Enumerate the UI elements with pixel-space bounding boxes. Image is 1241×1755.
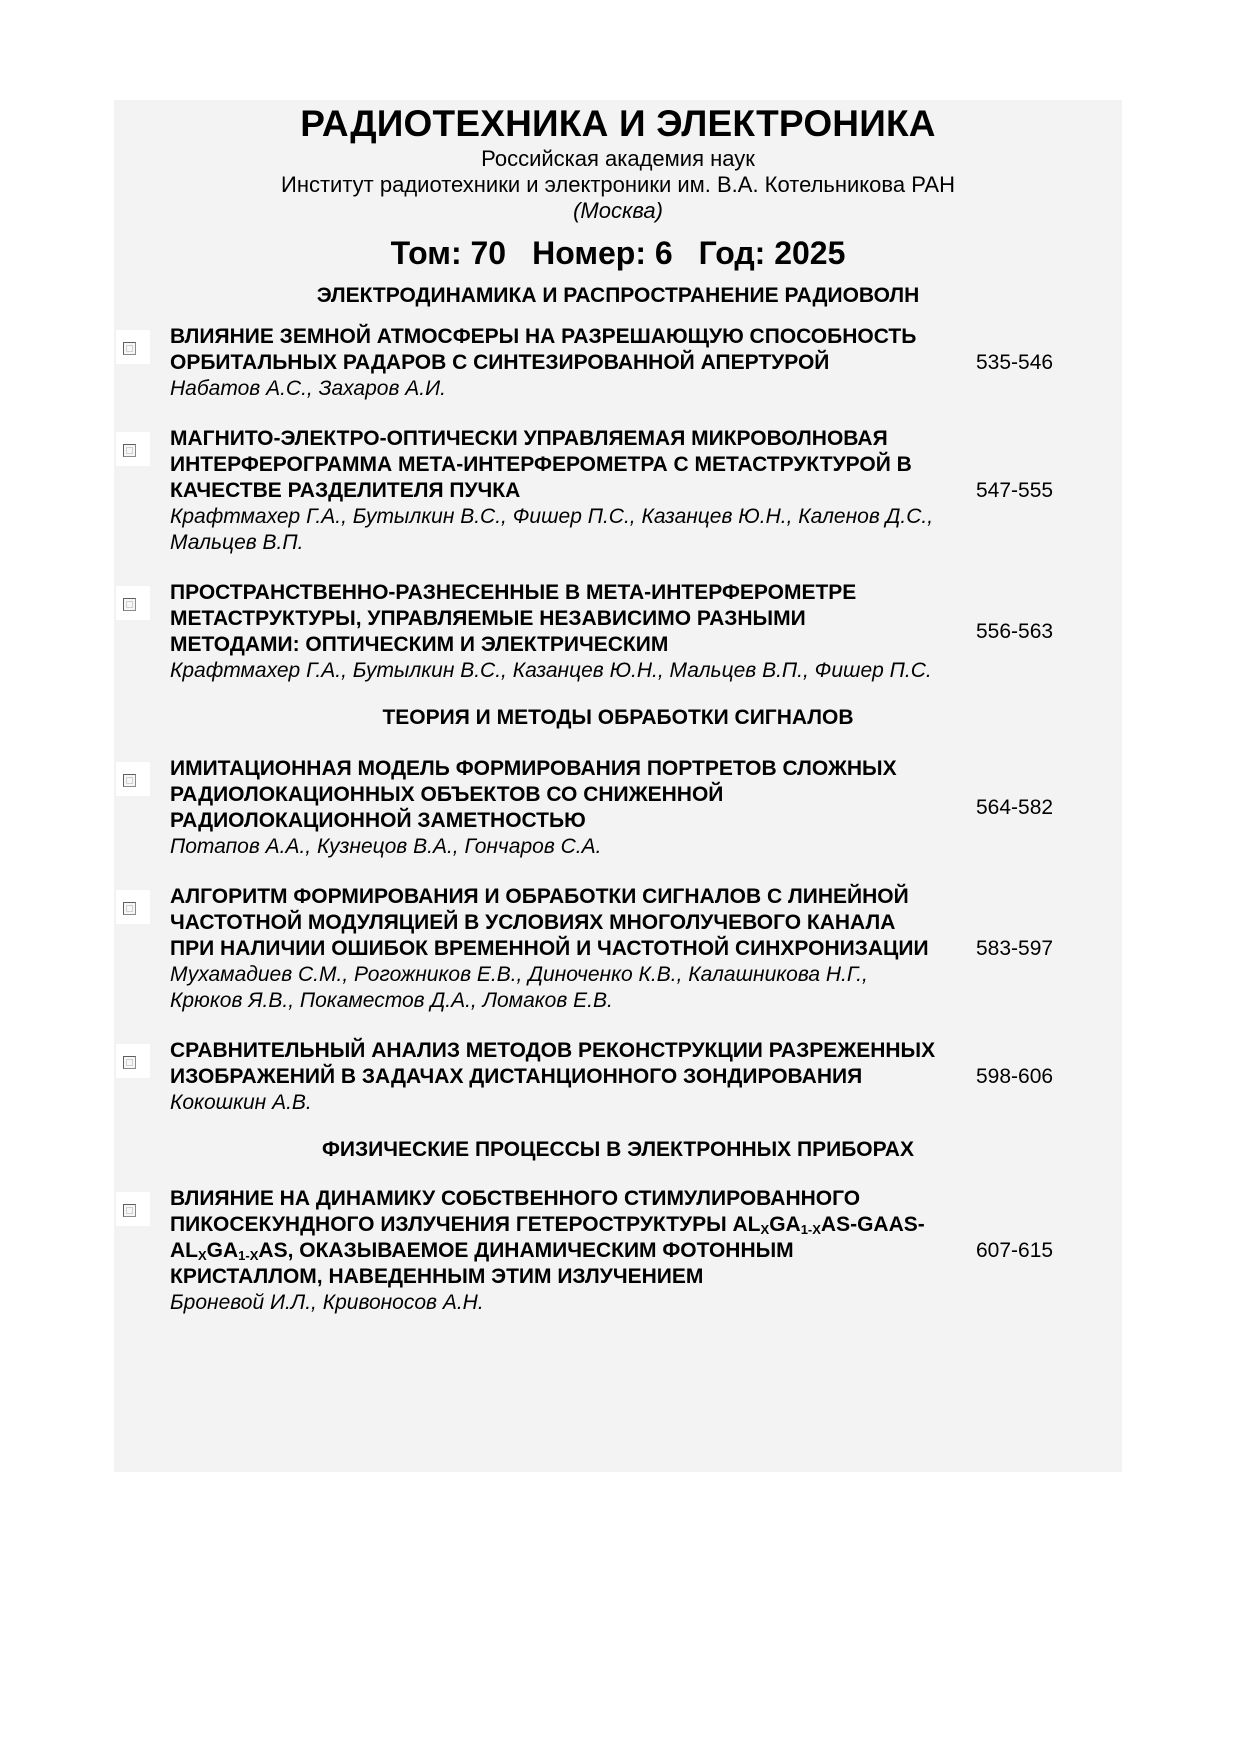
article-body: [170, 324, 940, 402]
article-checkbox[interactable]: [116, 1192, 150, 1226]
article-title-link[interactable]: СРАВНИТЕЛЬНЫЙ АНАЛИЗ МЕТОДОВ РЕКОНСТРУКЦИИ РАЗРЕЖЕННЫХ ИЗОБРАЖЕНИЙ В ЗАДАЧАХ ДИСТАНЦИОННОГО ЗОНДИРОВАНИЯ: [170, 1039, 936, 1088]
article-item: [114, 1186, 1122, 1316]
article-item: [114, 426, 1122, 556]
article-pages: 556-563: [976, 620, 1054, 643]
journal-header: [114, 100, 1122, 274]
article-checkbox[interactable]: [116, 330, 150, 364]
article-checkbox[interactable]: [116, 890, 150, 924]
article-pages: 547-555: [976, 479, 1054, 502]
article-checkbox[interactable]: [116, 762, 150, 796]
academy-name: Российская академия наук: [481, 146, 755, 171]
checkbox-icon: [123, 444, 136, 457]
article-authors: Крафтмахер Г.А., Бутылкин В.С., Казанцев Ю.Н., Мальцев В.П., Фишер П.С.: [170, 659, 932, 682]
article-authors: Мухамадиев С.М., Рогожников Е.В., Диноченко К.В., Калашникова Н.Г., Крюков Я.В., Покаместов Д.А., Ломаков Е.В.: [170, 963, 868, 1012]
volume: Том: 70: [390, 235, 507, 271]
article-item: [114, 580, 1122, 684]
checkbox-icon: [123, 1056, 136, 1069]
city: (Москва): [573, 198, 663, 223]
year: Год: 2025: [698, 235, 846, 271]
article-title-link[interactable]: ПРОСТРАНСТВЕННО-РАЗНЕСЕННЫЕ В МЕТА-ИНТЕРФЕРОМЕТРЕ МЕТАСТРУКТУРЫ, УПРАВЛЯЕМЫЕ НЕЗАВИСИМО РАЗНЫМИ МЕТОДАМИ: ОПТИЧЕСКИМ И ЭЛЕКТРИЧЕСКИМ: [170, 581, 857, 656]
article-body: [170, 580, 940, 684]
article-title-link[interactable]: ИМИТАЦИОННАЯ МОДЕЛЬ ФОРМИРОВАНИЯ ПОРТРЕТОВ СЛОЖНЫХ РАДИОЛОКАЦИОННЫХ ОБЪЕКТОВ СО СНИЖЕННОЙ РАДИОЛОКАЦИОННОЙ ЗАМЕТНОСТЬЮ: [170, 757, 897, 832]
checkbox-icon: [123, 774, 136, 787]
article-checkbox[interactable]: [116, 432, 150, 466]
article-pages: 598-606: [976, 1065, 1054, 1088]
article-item: [114, 884, 1122, 1014]
article-body: [170, 1186, 940, 1316]
article-pages: 607-615: [976, 1239, 1054, 1262]
article-pages: 583-597: [976, 937, 1054, 960]
article-title-link[interactable]: ВЛИЯНИЕ НА ДИНАМИКУ СОБСТВЕННОГО СТИМУЛИРОВАННОГО ПИКОСЕКУНДНОГО ИЗЛУЧЕНИЯ ГЕТЕРОСТРУКТУРЫ $AL_XGA_{1-X}AS-GAAS-AL_XGA_{1-X}AS$, ОКАЗЫВАЕМОЕ ДИНАМИЧЕСКИМ ФОТОННЫМ КРИСТАЛЛОМ, НАВЕДЕННЫМ ЭТИМ ИЗЛУЧЕНИЕМ: [170, 1187, 925, 1288]
article-checkbox[interactable]: [116, 586, 150, 620]
institute-name: Институт радиотехники и электроники им. В.А. Котельникова РАН: [281, 172, 955, 197]
section-title: ЭЛЕКТРОДИНАМИКА И РАСПРОСТРАНЕНИЕ РАДИОВОЛН: [316, 284, 920, 307]
article-authors: Набатов А.С., Захаров А.И.: [170, 377, 446, 400]
checkbox-icon: [123, 342, 136, 355]
article-title-link[interactable]: МАГНИТО-ЭЛЕКТРО-ОПТИЧЕСКИ УПРАВЛЯЕМАЯ МИКРОВОЛНОВАЯ ИНТЕРФЕРОГРАММА МЕТА-ИНТЕРФЕРОМЕТРА С МЕТАСТРУКТУРОЙ В КАЧЕСТВЕ РАЗДЕЛИТЕЛЯ ПУЧКА: [170, 427, 912, 502]
article-body: [170, 426, 940, 556]
journal-title: РАДИОТЕХНИКА И ЭЛЕКТРОНИКА: [300, 103, 936, 144]
article-authors: Крафтмахер Г.А., Бутылкин В.С., Фишер П.С., Казанцев Ю.Н., Каленов Д.С., Мальцев В.П.: [170, 505, 934, 554]
article-authors: Потапов А.А., Кузнецов В.А., Гончаров С.А.: [170, 835, 602, 858]
issue-info: [114, 232, 1122, 274]
checkbox-icon: [123, 598, 136, 611]
article-item: [114, 324, 1122, 402]
article-checkbox[interactable]: [116, 1044, 150, 1078]
issue-number: Номер: 6: [532, 235, 673, 271]
checkbox-icon: [123, 902, 136, 915]
article-body: [170, 756, 940, 860]
section-title: ФИЗИЧЕСКИЕ ПРОЦЕССЫ В ЭЛЕКТРОННЫХ ПРИБОРАХ: [322, 1138, 914, 1161]
article-pages: 564-582: [976, 796, 1054, 819]
article-body: [170, 884, 940, 1014]
article-item: [114, 756, 1122, 860]
checkbox-icon: [123, 1204, 136, 1217]
article-title-link[interactable]: ВЛИЯНИЕ ЗЕМНОЙ АТМОСФЕРЫ НА РАЗРЕШАЮЩУЮ СПОСОБНОСТЬ ОРБИТАЛЬНЫХ РАДАРОВ С СИНТЕЗИРОВАННОЙ АПЕРТУРОЙ: [170, 325, 917, 374]
article-item: [114, 1038, 1122, 1116]
contents-panel: [114, 100, 1122, 1472]
article-authors: Кокошкин А.В.: [170, 1091, 312, 1114]
article-pages: 535-546: [976, 351, 1054, 374]
section-title: ТЕОРИЯ И МЕТОДЫ ОБРАБОТКИ СИГНАЛОВ: [382, 706, 854, 729]
article-body: [170, 1038, 940, 1116]
article-authors: Броневой И.Л., Кривоносов А.Н.: [170, 1291, 484, 1314]
article-title-link[interactable]: АЛГОРИТМ ФОРМИРОВАНИЯ И ОБРАБОТКИ СИГНАЛОВ С ЛИНЕЙНОЙ ЧАСТОТНОЙ МОДУЛЯЦИЕЙ В УСЛОВИЯХ МНОГОЛУЧЕВОГО КАНАЛА ПРИ НАЛИЧИИ ОШИБОК ВРЕМЕННОЙ И ЧАСТОТНОЙ СИНХРОНИЗАЦИИ: [170, 885, 929, 960]
